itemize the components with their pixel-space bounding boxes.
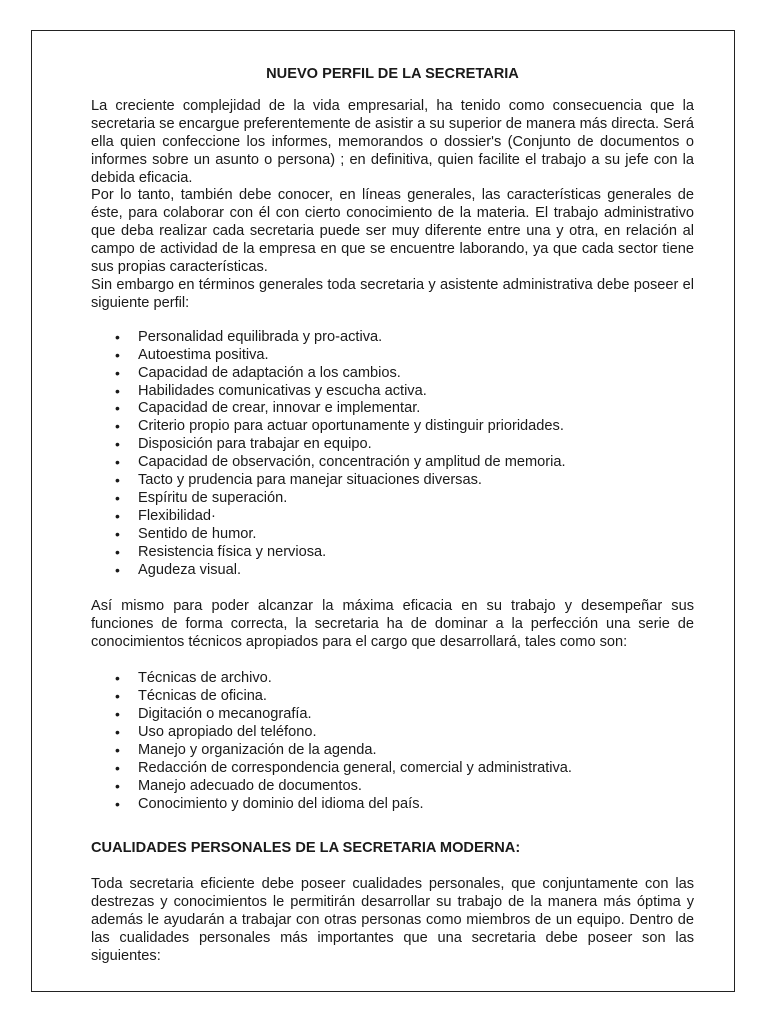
qualities-paragraph: Toda secretaria eficiente debe poseer cualidades personales, que conjuntamente con las destrezas y conocimientos le permitirán desarrollar su trabajo de la manera más óptima y además le ayudarán a trabajar con otras personas como miembros de un equipo. Dentro de las cualidades personales más importantes que una secretaria debe poseer son las siguientes:	[91, 876, 694, 964]
profile-list	[91, 329, 694, 580]
bullet-icon: •	[115, 706, 120, 722]
bullet-icon: •	[115, 364, 120, 381]
list-item: • Sentido de humor.	[115, 525, 257, 542]
bullet-icon: •	[115, 741, 120, 758]
bullet-icon: •	[115, 436, 120, 453]
bullet-icon: •	[115, 418, 120, 435]
bullet-icon: •	[115, 543, 120, 560]
list-item: • Disposición para trabajar en equipo.	[115, 436, 372, 453]
bullet-icon: •	[115, 525, 120, 542]
list-item: • Espíritu de superación.	[115, 489, 288, 506]
bullet-icon: •	[115, 795, 120, 812]
intro-paragraph-3: Sin embargo en términos generales toda secretaria y asistente administrativa debe poseer el siguiente perfil:	[91, 276, 694, 311]
list-item: • Capacidad de observación, concentración y amplitud de memoria.	[115, 454, 566, 471]
bullet-icon: •	[115, 507, 120, 524]
section-heading: CUALIDADES PERSONALES DE LA SECRETARIA MODERNA:	[91, 840, 521, 857]
intro-paragraph-2: Por lo tanto, también debe conocer, en líneas generales, las características generales de éste, para colaborar con él con cierto conocimiento de la materia. El trabajo administrativo que deba realizar cada secretaria puede ser muy diferente entre una y otra, en relación al campo de actividad de la empresa en que se encuentre laborando, ya que cada sector tiene sus propias características.	[91, 187, 694, 276]
knowledge-paragraph: Así mismo para poder alcanzar la máxima eficacia en su trabajo y desempeñar sus funciones de forma correcta, la secretaria ha de dominar a la perfección una serie de conocimientos técnicos apropiados para el cargo que desarrollará, tales como son:	[91, 598, 694, 651]
list-item: • Autoestima positiva.	[115, 346, 269, 363]
bullet-icon: •	[115, 759, 120, 776]
list-item: • Flexibilidad·	[115, 507, 216, 524]
list-item: • Criterio propio para actuar oportunamente y distinguir prioridades.	[115, 418, 564, 435]
bullet-icon: •	[115, 328, 120, 345]
document-title: NUEVO PERFIL DE LA SECRETARIA	[266, 66, 519, 82]
list-item: • Capacidad de adaptación a los cambios.	[115, 364, 401, 381]
knowledge-list	[91, 670, 694, 813]
bullet-icon: •	[115, 688, 120, 705]
list-item: • Digitación o mecanografía.	[115, 706, 312, 722]
list-item: • Personalidad equilibrada y pro-activa.	[115, 328, 383, 345]
list-item: • Uso apropiado del teléfono.	[115, 723, 317, 740]
bullet-icon: •	[115, 454, 120, 471]
list-item: • Tacto y prudencia para manejar situaciones diversas.	[115, 472, 482, 489]
bullet-icon: •	[115, 400, 120, 417]
list-item: • Redacción de correspondencia general, comercial y administrativa.	[115, 759, 572, 776]
list-item: • Resistencia física y nerviosa.	[115, 543, 327, 560]
bullet-icon: •	[115, 489, 120, 506]
bullet-icon: •	[115, 346, 120, 363]
list-item: • Conocimiento y dominio del idioma del país.	[115, 795, 424, 812]
bullet-icon: •	[115, 723, 120, 740]
intro-paragraph-1: La creciente complejidad de la vida empresarial, ha tenido como consecuencia que la secretaria se encargue preferentemente de asistir a su superior de manera más directa. Será ella quien confeccione los informes, memorandos o dossier's (Conjunto de documentos o informes sobre un asunto o persona) ; en definitiva, quien facilite el trabajo a su jefe con la debida eficacia.	[91, 97, 694, 186]
document-body	[91, 66, 694, 966]
list-item: • Técnicas de archivo.	[115, 670, 272, 687]
list-item: • Agudeza visual.	[115, 561, 242, 578]
bullet-icon: •	[115, 561, 120, 578]
list-item: • Manejo y organización de la agenda.	[115, 741, 377, 758]
list-item: • Manejo adecuado de documentos.	[115, 777, 362, 794]
list-item: • Técnicas de oficina.	[115, 688, 267, 705]
bullet-icon: •	[115, 777, 120, 794]
list-item: • Habilidades comunicativas y escucha activa.	[115, 382, 427, 399]
bullet-icon: •	[115, 472, 120, 489]
list-item: • Capacidad de crear, innovar e implementar.	[115, 400, 421, 417]
bullet-icon: •	[115, 382, 120, 399]
bullet-icon: •	[115, 670, 120, 687]
